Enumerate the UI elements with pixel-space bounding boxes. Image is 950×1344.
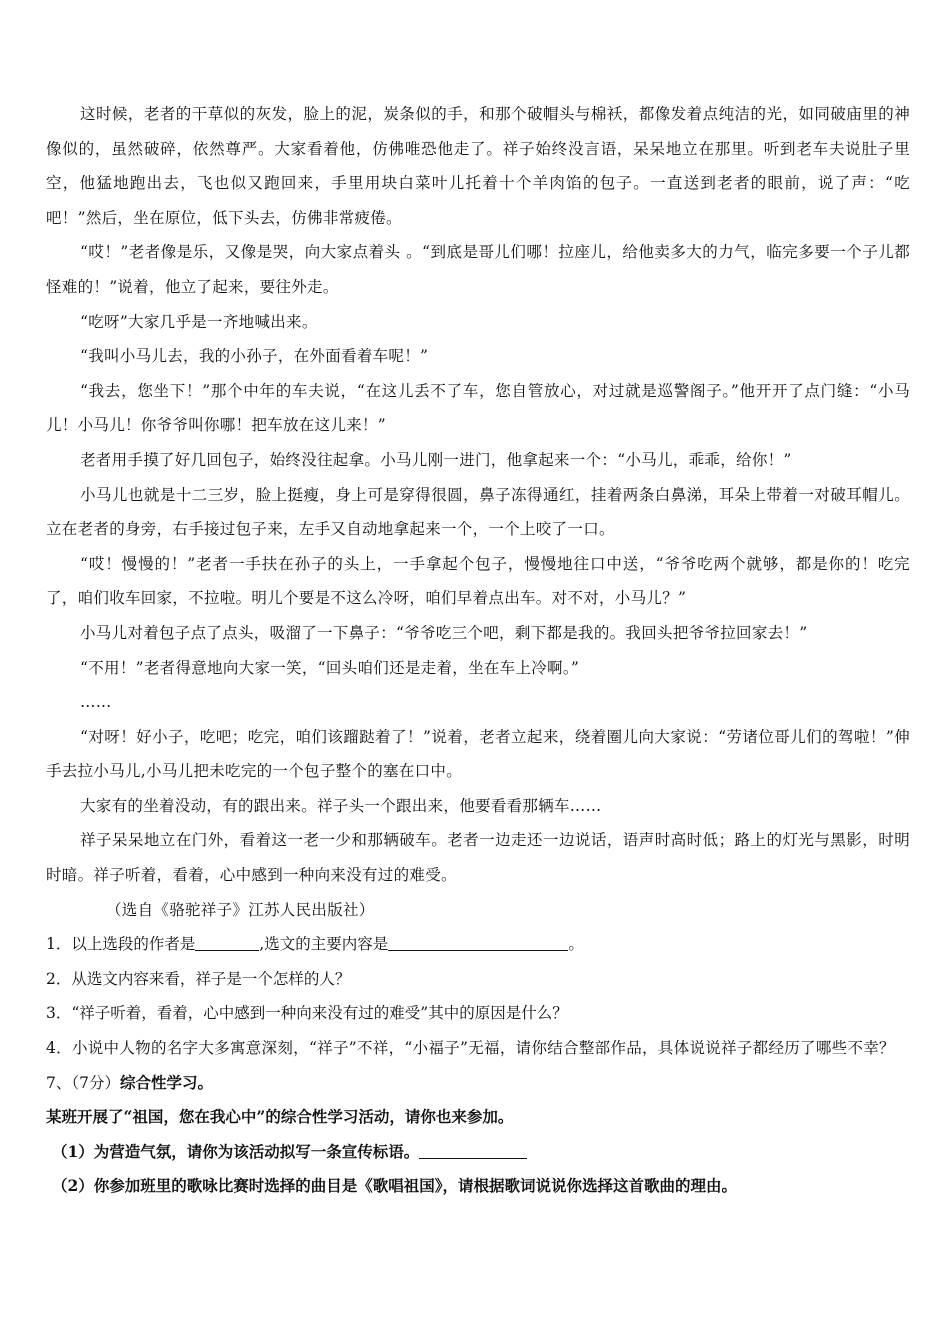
- section-7-intro: 某班开展了“祖国，您在我心中”的综合性学习活动，请你也来参加。: [46, 1107, 514, 1127]
- section-7-sub-1-text: （1）为营造气氛，请你为该活动拟写一条宣传标语。: [52, 1141, 420, 1161]
- answer-blank-content[interactable]: [388, 935, 568, 952]
- section-7-heading: [46, 1066, 910, 1101]
- passage-paragraph-13: 祥子呆呆地立在门外，看着这一老一少和那辆破车。老者一边走还一边说话，语声时高时低；路上的灯光与黑影，时明时暗。祥子听着，看着，心中感到一种向来没有过的难受。: [46, 831, 910, 885]
- document-page: [46, 97, 910, 1204]
- question-1-part-b: ,选文的主要内容是: [259, 935, 389, 954]
- question-1-part-a: 1．以上选段的作者是: [46, 935, 196, 954]
- passage-paragraph-2: “哎！”老者像是乐，又像是哭，向大家点着头 。“到底是哥儿们哪！拉座儿，给他卖多大的力气，临完多要一个子儿都怪难的！”说着，他立了起来，要往外走。: [46, 243, 910, 296]
- passage-ellipsis: ……: [80, 693, 112, 712]
- section-7-sub-1: [46, 1135, 910, 1170]
- passage-paragraph-1: 这时候，老者的干草似的灰发，脸上的泥，炭条似的手，和那个破帽头与棉袄，都像发着点纯洁的光，如同破庙里的神像似的，虽然破碎，依然尊严。大家看着他，仿佛唯恐他走了。祥子始终没言语，呆呆地立在那里。听到老车夫说肚子里空，他猛地跑出去，飞也似又跑回来，手里用块白菜叶儿托着十个羊肉馅的包子。一直送到老者的眼前，说了声：“吃吧！”然后，坐在原位，低下头去，仿佛非常疲倦。: [46, 105, 910, 227]
- passage-paragraph-11: “对呀！好小子，吃吧；吃完，咱们该蹓跶着了！”说着，老者立起来，绕着圈儿向大家说：“劳诸位哥儿们的驾啦！”伸手去拉小马儿,小马儿把未吃完的一个包子整个的塞在口中。: [46, 727, 910, 781]
- section-7-number: 7、（7分）: [46, 1073, 120, 1092]
- section-7-title: 综合性学习。: [119, 1072, 213, 1092]
- passage-paragraph-9: 小马儿对着包子点了点头，吸溜了一下鼻子：“爷爷吃三个吧，剩下都是我的。我回头把爷爷拉回家去！”: [80, 623, 808, 642]
- passage-paragraph-12: 大家有的坐着没动，有的跟出来。祥子头一个跟出来，他要看看那辆车……: [80, 796, 602, 815]
- answer-blank-author[interactable]: [195, 935, 259, 952]
- passage-paragraph-7: 小马儿也就是十二三岁，脸上挺瘦，身上可是穿得很圆，鼻子冻得通红，挂着两条白鼻涕，耳朵上带着一对破耳帽儿。立在老者的身旁，右手接过包子来，左手又自动地拿起来一个，一个上咬了一口。: [46, 485, 910, 539]
- question-3: 3．“祥子听着，看着，心中感到一种向来没有过的难受”其中的原因是什么？: [46, 1004, 568, 1023]
- question-1: [46, 927, 910, 962]
- passage-paragraph-10: “不用！”老者得意地向大家一笑，“回头咱们还是走着，坐在车上冷啊。”: [80, 658, 580, 677]
- passage-paragraph-3: “吃呀”大家几乎是一齐地喊出来。: [80, 312, 318, 331]
- question-4: 4．小说中人物的名字大多寓意深刻，“祥子”不祥，“小福子”无福，请你结合整部作品，具体说说祥子都经历了哪些不幸？: [46, 1039, 895, 1058]
- question-2: 2．从选文内容来看，祥子是一个怎样的人？: [46, 969, 351, 988]
- passage-paragraph-6: 老者用手摸了好几回包子，始终没往起拿。小马儿刚一进门，他拿起来一个：“小马儿，乖乖，给你！”: [80, 450, 792, 469]
- passage-paragraph-8: “哎！慢慢的！”老者一手扶在孙子的头上，一手拿起个包子，慢慢地往口中送，“爷爷吃两个就够，都是你的！吃完了，咱们收车回家，不拉啦。明儿个要是不这么冷呀，咱们早着点出车。对不对，小马儿？”: [46, 554, 910, 608]
- question-1-part-c: 。: [568, 935, 584, 954]
- answer-blank-slogan[interactable]: [419, 1142, 527, 1159]
- passage-paragraph-4: “我叫小马儿去，我的小孙子，在外面看着车呢！”: [80, 347, 429, 366]
- passage-paragraph-5: “我去，您坐下！”那个中年的车夫说，“在这儿丢不了车，您自管放心，对过就是巡警阁子。”他开开了点门缝：“小马儿！小马儿！你爷爷叫你哪！把车放在这儿来！”: [46, 381, 910, 435]
- passage-source: （选自《骆驼祥子》江苏人民出版社）: [106, 900, 375, 919]
- section-7-sub-2: （2）你参加班里的歌咏比赛时选择的曲目是《歌唱祖国》，请根据歌词说说你选择这首歌曲的理由。: [52, 1176, 738, 1196]
